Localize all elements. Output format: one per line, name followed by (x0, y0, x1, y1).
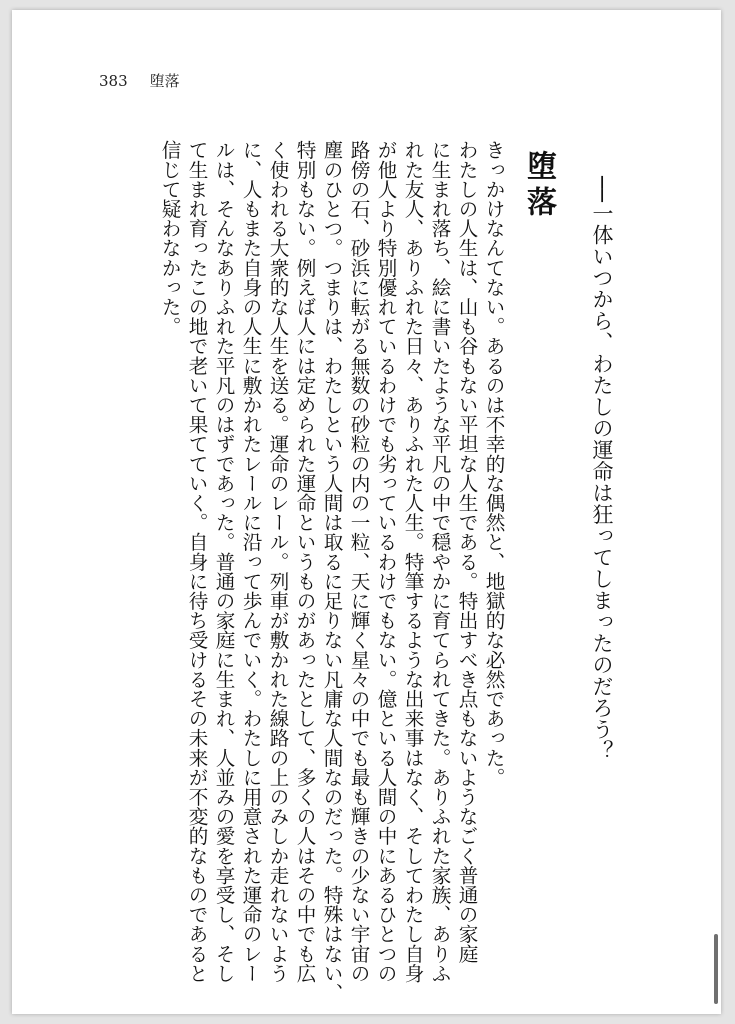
body-line: れた友人、ありふれた日々、ありふれた人生。特筆するような出来事はなく、そしてわたし自身 (401, 140, 424, 983)
body-line: 塵のひとつ。つまりは、わたしという人間は取るに足りない凡庸な人間なのだった。特殊はない、 (320, 140, 343, 1003)
scrollbar-thumb[interactable] (714, 934, 718, 1004)
body-line: 路傍の石、砂浜に転がる無数の砂粒の内の一粒、天に輝く星々の中でも最も輝きの少ない宇宙の (347, 140, 370, 983)
body-line: ルは、そんなありふれた平凡のはずであった。普通の家庭に生まれ、人並みの愛を享受し、そし (212, 140, 235, 983)
running-header (99, 70, 180, 91)
body-line: が他人より特別優れているわけでも劣っているわけでもない。億といる人間の中にあるひとつの (374, 140, 397, 983)
body-line: に生まれ落ち、絵に書いたような平凡の中で穏やかに育てられてきた。ありふれた家族、ありふ (428, 140, 451, 983)
book-page (12, 10, 721, 1014)
body-line: 特別もない。例えば人には定められた運命というものがあったとして、多くの人はその中でも広 (293, 140, 316, 983)
body-line: に、人もまた自身の人生に敷かれたレールに沿って歩んでいく。わたしに用意された運命のレー (239, 140, 262, 983)
running-title: 堕落 (149, 72, 180, 90)
body-line: て生まれ育ったこの地で老いて果てていく。自身に待ち受けるその未来が不変的なものであると (185, 140, 208, 983)
page-number: 383 (99, 72, 128, 90)
body-line: 信じて疑わなかった。 (158, 140, 181, 336)
epigraph: ──一体いつから、わたしの運命は狂ってしまったのだろう？ (590, 176, 614, 762)
chapter-title: 堕落 (521, 150, 556, 222)
body-line: きっかけなんてない。あるのは不幸的な偶然と、地獄的な必然であった。 (482, 140, 505, 787)
body-line: く使われる大衆的な人生を送る。運命のレール。列車が敷かれた線路の上のみしか走れないよう (266, 140, 289, 983)
body-line: わたしの人生は、山も谷もない平坦な人生である。特出すべき点もないようなごく普通の家庭 (455, 140, 478, 964)
body-text (156, 140, 507, 1002)
